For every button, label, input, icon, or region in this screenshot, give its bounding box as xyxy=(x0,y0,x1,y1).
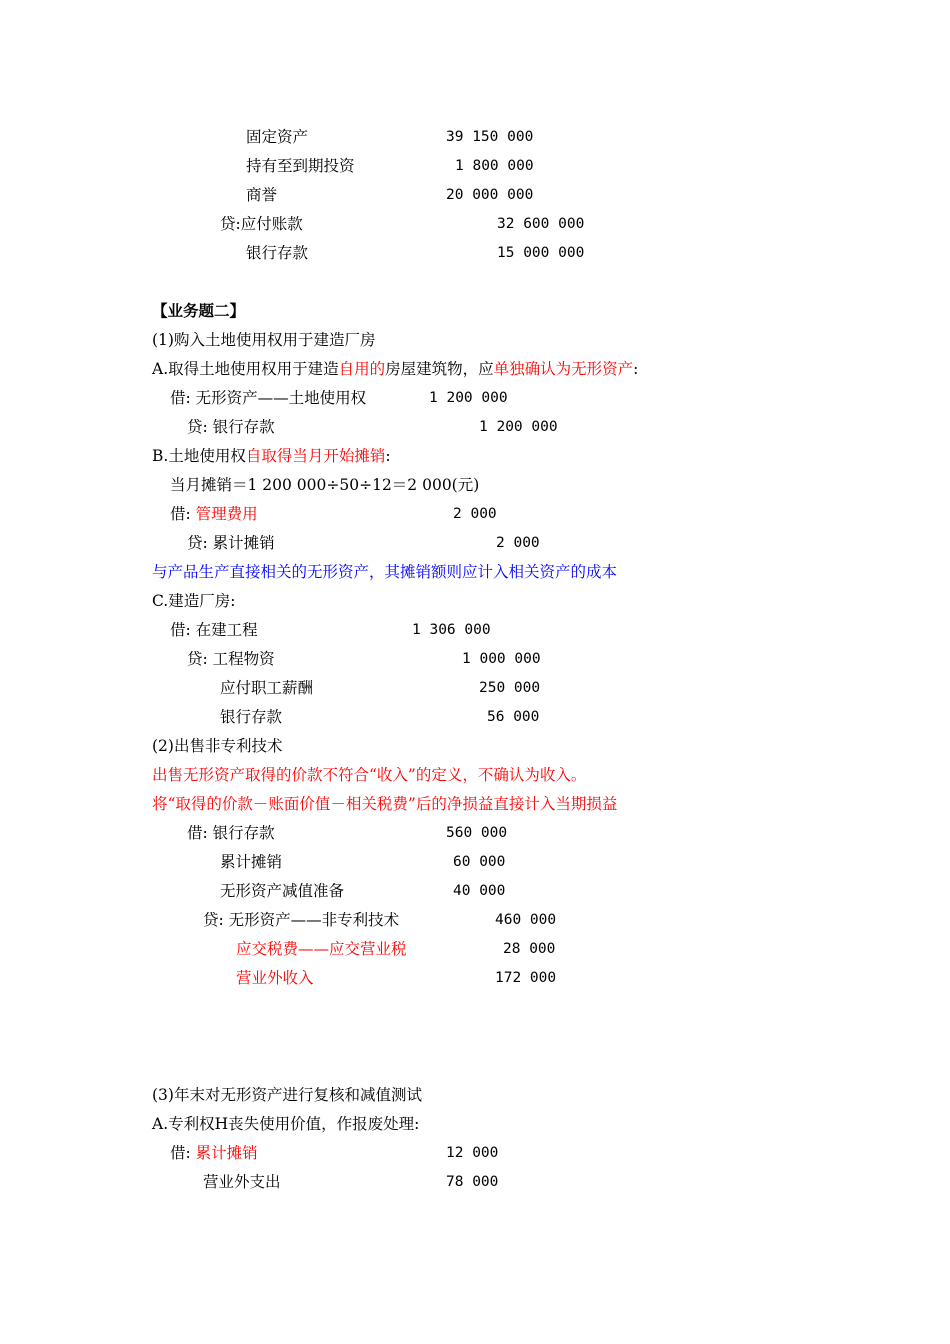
credit-label: 银行存款 xyxy=(220,708,283,726)
entry-amount: 39 150 000 xyxy=(446,129,534,145)
debit-label: 累计摊销 xyxy=(220,853,283,871)
part-heading: (2)出售非专利技术 xyxy=(152,737,283,755)
credit-amount: 460 000 xyxy=(495,912,557,928)
text: 借: xyxy=(170,1144,196,1162)
part-heading: (1)购入土地使用权用于建造厂房 xyxy=(152,331,376,349)
debit-label: 借: 无形资产——土地使用权 xyxy=(170,389,367,407)
credit-label: 贷: 银行存款 xyxy=(187,418,275,436)
credit-amount: 250 000 xyxy=(479,680,541,696)
credit-label: 贷: 累计摊销 xyxy=(187,534,275,552)
debit-label: 无形资产减值准备 xyxy=(220,882,345,900)
entry-label: 贷:应付账款 xyxy=(220,215,303,233)
debit-label: 借: 在建工程 xyxy=(170,621,258,639)
paragraph-b xyxy=(152,446,391,466)
debit-amount: 60 000 xyxy=(453,854,506,870)
text: B.土地使用权 xyxy=(152,447,246,465)
credit-amount: 56 000 xyxy=(487,709,540,725)
entry-amount: 20 000 000 xyxy=(446,187,534,203)
debit-label xyxy=(170,1143,258,1163)
highlight-text: 自取得当月开始摊销 xyxy=(245,447,386,465)
highlight-text: 单独确认为无形资产 xyxy=(493,360,634,378)
debit-amount: 78 000 xyxy=(446,1174,499,1190)
paragraph-a xyxy=(152,359,638,379)
credit-label: 营业外收入 xyxy=(236,969,314,987)
entry-label: 商誉 xyxy=(246,186,278,204)
credit-amount: 172 000 xyxy=(495,970,557,986)
section-title: 【业务题二】 xyxy=(152,301,246,320)
debit-label: 借: 银行存款 xyxy=(187,824,275,842)
entry-label: 固定资产 xyxy=(246,128,309,146)
paragraph-c: C.建造厂房: xyxy=(152,592,236,610)
entry-label: 持有至到期投资 xyxy=(246,157,355,175)
red-note: 将“取得的价款－账面价值－相关税费”后的净损益直接计入当期损益 xyxy=(152,795,618,813)
paragraph-a: A.专利权H丧失使用价值，作报废处理: xyxy=(152,1115,420,1133)
debit-amount: 12 000 xyxy=(446,1145,499,1161)
debit-amount: 560 000 xyxy=(446,825,508,841)
debit-amount: 40 000 xyxy=(453,883,506,899)
debit-amount: 1 306 000 xyxy=(412,622,491,638)
entry-label: 银行存款 xyxy=(246,244,309,262)
calculation: 当月摊销＝1 200 000÷50÷12＝2 000(元) xyxy=(170,476,480,494)
blue-note: 与产品生产直接相关的无形资产，其摊销额则应计入相关资产的成本 xyxy=(152,563,618,581)
text: 房屋建筑物，应 xyxy=(385,360,494,378)
text: : xyxy=(633,360,639,378)
credit-amount: 1 200 000 xyxy=(479,419,558,435)
debit-amount: 1 200 000 xyxy=(429,390,508,406)
part-heading: (3)年末对无形资产进行复核和减值测试 xyxy=(152,1086,422,1104)
debit-amount: 2 000 xyxy=(453,506,497,522)
highlight-text: 自用的 xyxy=(338,360,386,378)
red-note: 出售无形资产取得的价款不符合“收入”的定义，不确认为收入。 xyxy=(152,766,587,784)
text: A.取得土地使用权用于建造 xyxy=(152,360,339,378)
text: : xyxy=(385,447,391,465)
entry-amount: 15 000 000 xyxy=(497,245,585,261)
credit-label: 贷: 无形资产——非专利技术 xyxy=(203,911,400,929)
credit-amount: 1 000 000 xyxy=(462,651,541,667)
credit-amount: 28 000 xyxy=(503,941,556,957)
credit-label: 应付职工薪酬 xyxy=(220,679,314,697)
credit-label: 应交税费——应交营业税 xyxy=(236,940,407,958)
debit-label xyxy=(170,504,258,524)
debit-label: 营业外支出 xyxy=(203,1173,281,1191)
highlight-text: 累计摊销 xyxy=(195,1144,258,1162)
credit-label: 贷: 工程物资 xyxy=(187,650,275,668)
text: 借: xyxy=(170,505,196,523)
entry-amount: 32 600 000 xyxy=(497,216,585,232)
entry-amount: 1 800 000 xyxy=(455,158,534,174)
highlight-text: 管理费用 xyxy=(195,505,258,523)
credit-amount: 2 000 xyxy=(496,535,540,551)
